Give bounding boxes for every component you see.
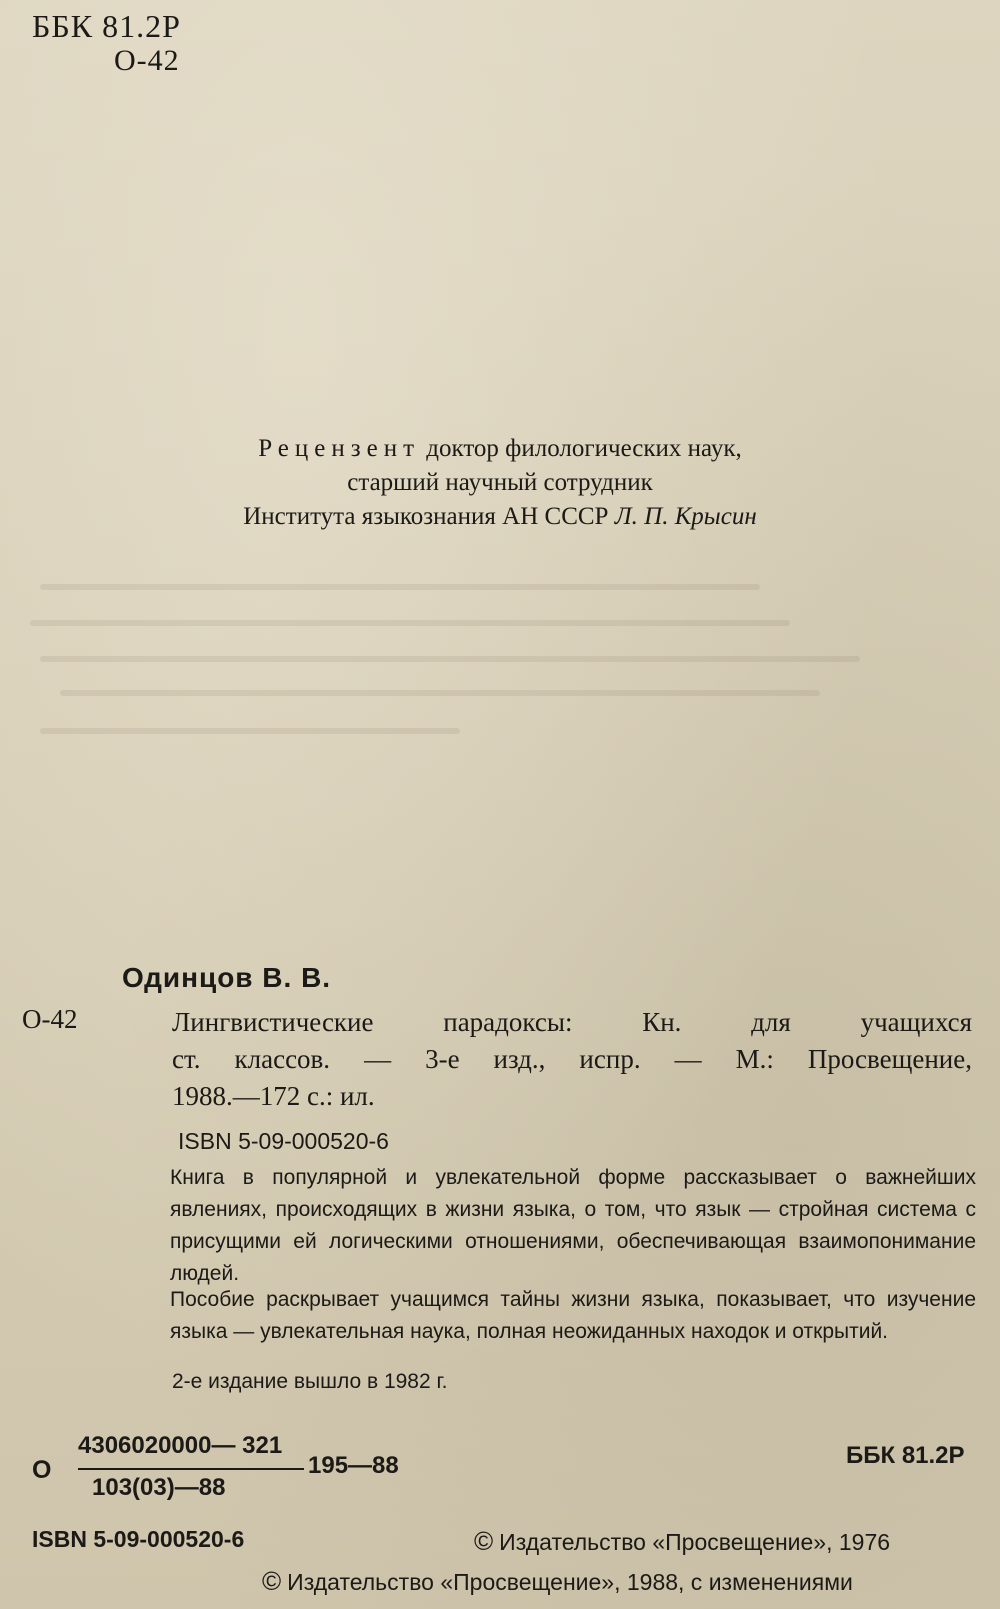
copyright-line-1 [474,1526,890,1557]
reviewer-label: Рецензент [258,435,421,462]
bibliographic-description [172,1004,972,1115]
copyright-icon: © [474,1526,494,1556]
reviewer-line-2: старший научный сотрудник [347,469,653,496]
reviewer-line-1 [0,432,1000,466]
bleed-through-line [40,584,760,590]
reviewer-block [0,432,1000,534]
annotation-paragraph-1 [170,1162,976,1290]
fraction-numerator: 4306020000— 321 [78,1432,283,1459]
copyright-text-2: Издательство «Просвещение», 1988, с изменениями [287,1569,853,1595]
reviewer-title: доктор филологических наук, [426,435,742,462]
annotation-text-1: Книга в популярной и увлекательной форме рассказывает о важнейших явлениях, происходящих в жизни языка, о том, что язык — стройная система с присущими ей логическими отношениями, обеспечивающая взаимопонимание людей. [170,1166,976,1285]
annotation-paragraph-2 [170,1284,976,1348]
description-line-1: Лингвистические парадоксы: Кн. для учащихся [172,1007,972,1037]
copyright-line-2 [262,1566,853,1597]
top-author-code: О-42 [114,44,180,77]
previous-edition-note: 2-е издание вышло в 1982 г. [172,1370,448,1393]
copyright-icon: © [262,1566,282,1596]
bleed-through-line [30,620,790,626]
reviewer-name: Л. П. Крысин [614,503,757,530]
author-heading: Одинцов В. В. [122,962,332,993]
catalog-code: О-42 [22,1004,78,1034]
description-line-3: 1988.—172 с.: ил. [172,1081,375,1111]
copyright-text-1: Издательство «Просвещение», 1976 [499,1529,891,1555]
description-line-2: ст. классов. — 3-е изд., испр. — М.: Просвещение, [172,1044,972,1074]
fraction-right-code: 195—88 [308,1452,399,1479]
annotation-text-2: Пособие раскрывает учащимся тайны жизни языка, показывает, что изучение языка — увлекательная наука, полная неожиданных находок и открытий. [170,1288,976,1343]
index-letter: О [32,1456,52,1484]
reviewer-line-3 [0,500,1000,534]
bleed-through-line [60,690,820,696]
top-bbk-index: ББК 81.2Р [32,8,181,44]
bottom-isbn: ISBN 5-09-000520-6 [32,1526,245,1552]
fraction-line [78,1468,304,1470]
fraction-denominator: 103(03)—88 [92,1474,226,1501]
bleed-through-line [40,728,460,734]
bleed-through-line [40,656,860,662]
catalog-isbn: ISBN 5-09-000520-6 [178,1128,389,1154]
reviewer-institute: Института языкознания АН СССР [243,503,609,530]
bottom-bbk-index: ББК 81.2Р [846,1442,965,1469]
